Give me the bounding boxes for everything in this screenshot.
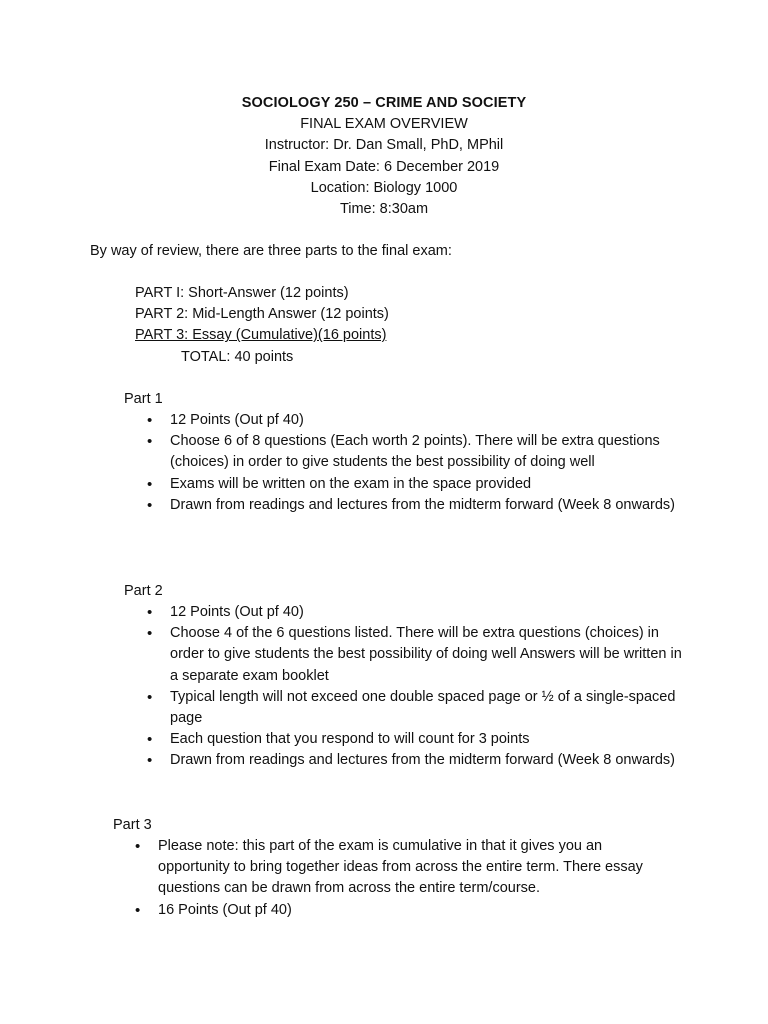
section-title-part3: Part 3 (113, 817, 152, 833)
list-item: • 12 Points (Out pf 40) (146, 410, 686, 431)
part3-summary: PART 3: Essay (Cumulative)(16 points) (135, 327, 387, 344)
exam-date-line: Final Exam Date: 6 December 2019 (268, 158, 500, 175)
list-item: • 16 Points (Out pf 40) (134, 900, 654, 921)
parts-summary (135, 283, 389, 368)
location-line: Location: Biology 1000 (310, 179, 458, 196)
list-item: • 12 Points (Out pf 40) (146, 602, 686, 623)
bullet-list-part1 (146, 410, 686, 516)
list-item: • Please note: this part of the exam is cumulative in that it gives you an opportunity to bring together ideas from across the entire term. There essay questions can be drawn from across the entire term/course. (134, 836, 654, 900)
list-item: • Exams will be written on the exam in the space provided (146, 474, 686, 495)
section-title-part1: Part 1 (124, 391, 163, 407)
course-title: SOCIOLOGY 250 – CRIME AND SOCIETY (241, 95, 527, 111)
bullet-list-part2 (146, 602, 686, 772)
time-line: Time: 8:30am (339, 201, 429, 218)
section-title-part2: Part 2 (124, 583, 163, 599)
list-item: • Typical length will not exceed one double spaced page or ½ of a single-spaced page (146, 687, 686, 729)
total-points: TOTAL: 40 points (181, 348, 294, 365)
instructor-line: Instructor: Dr. Dan Small, PhD, MPhil (264, 137, 504, 154)
exam-title: FINAL EXAM OVERVIEW (300, 116, 468, 133)
list-item: • Choose 4 of the 6 questions listed. There will be extra questions (choices) in order to give students the best possibility of doing well Answers will be written in a separate exam booklet (146, 623, 686, 687)
bullet-list-part3 (134, 836, 654, 921)
list-item: • Each question that you respond to will count for 3 points (146, 729, 686, 750)
document-header (0, 93, 768, 220)
part2-summary: PART 2: Mid-Length Answer (12 points) (135, 306, 389, 323)
part1-summary: PART I: Short-Answer (12 points) (135, 285, 349, 301)
list-item: • Drawn from readings and lectures from the midterm forward (Week 8 onwards) (146, 495, 686, 516)
list-item: • Drawn from readings and lectures from the midterm forward (Week 8 onwards) (146, 750, 686, 771)
list-item: • Choose 6 of 8 questions (Each worth 2 points). There will be extra questions (choices) in order to give students the best possibility of doing well (146, 431, 686, 473)
intro-paragraph: By way of review, there are three parts to the final exam: (90, 243, 452, 259)
